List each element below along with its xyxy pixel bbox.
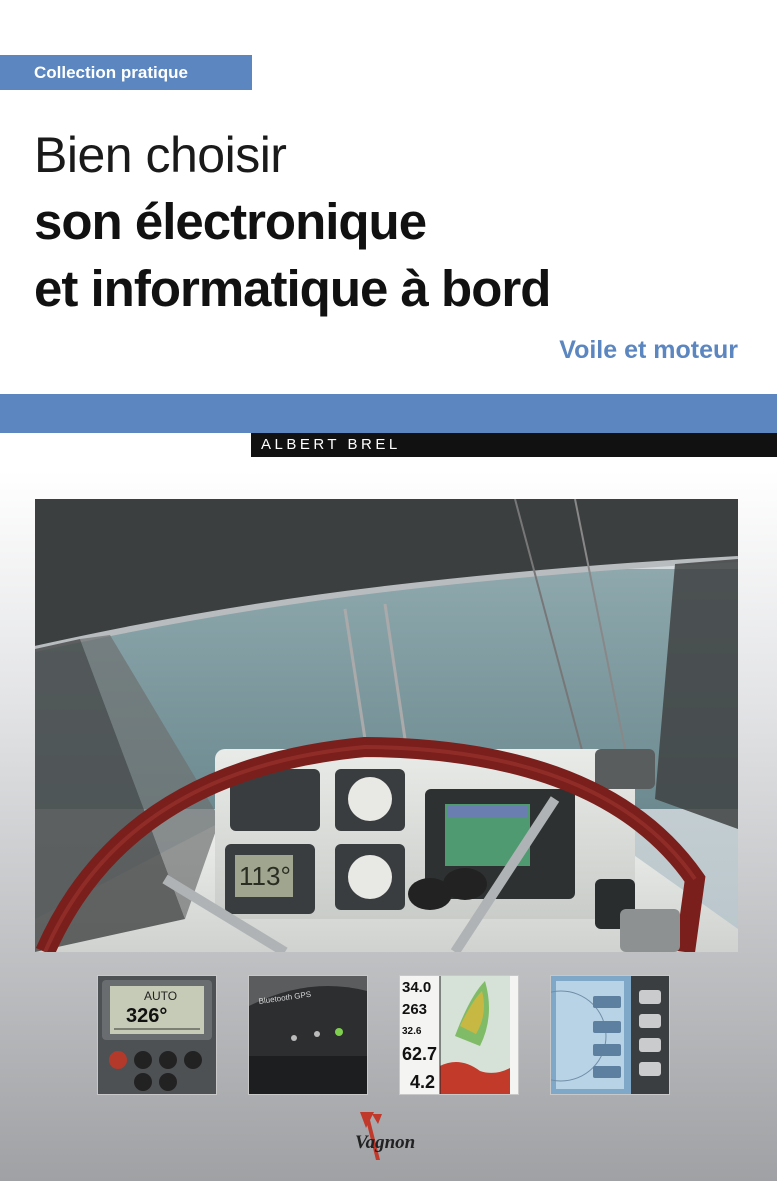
fishfinder-value-3: 32.6 xyxy=(402,1026,422,1037)
author-name: ALBERT BREL xyxy=(261,436,401,453)
gps-label-text: Bluetooth GPS xyxy=(258,989,312,1006)
thumbnail-bluetooth-gps xyxy=(249,976,367,1094)
fishfinder-value-2: 263 xyxy=(402,1001,428,1018)
autopilot-mode-text: AUTO xyxy=(144,989,178,1003)
thumbnail-fishfinder xyxy=(400,976,518,1094)
author-bar xyxy=(251,433,777,457)
thumbnail-nav-screen xyxy=(551,976,669,1094)
blue-band xyxy=(0,394,777,433)
collection-tag: Collection pratique xyxy=(0,55,252,90)
thumbnail-autopilot xyxy=(98,976,216,1094)
subtitle: Voile et moteur xyxy=(559,336,738,364)
title-line-1: Bien choisir xyxy=(34,127,287,183)
title-line-3: et informatique à bord xyxy=(34,260,551,317)
depth-readout: 113° xyxy=(239,861,291,891)
autopilot-heading-text: 326° xyxy=(126,1005,168,1027)
title-line-2: son électronique xyxy=(34,193,427,250)
fishfinder-value-5: 4.2 xyxy=(410,1072,436,1092)
publisher-name: Vagnon xyxy=(355,1132,416,1153)
fishfinder-value-1: 34.0 xyxy=(402,979,432,996)
cockpit-photo xyxy=(35,499,738,952)
fishfinder-value-4: 62.7 xyxy=(402,1044,438,1064)
